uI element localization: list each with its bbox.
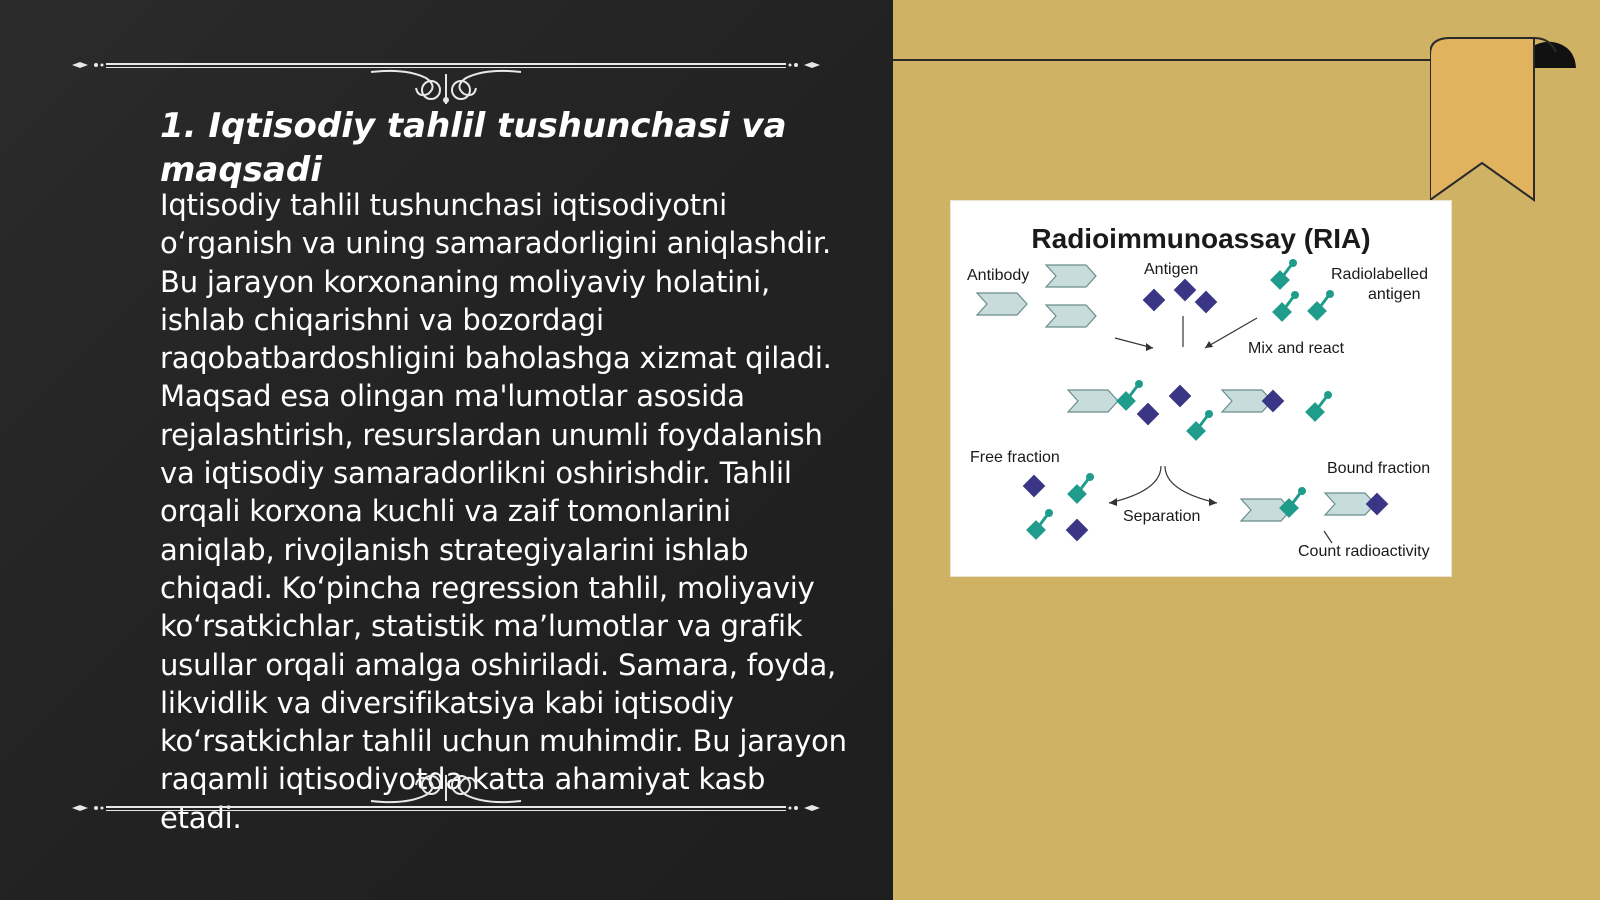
- radiolabelled-antigen-shape: [1272, 291, 1299, 322]
- label-antibody: Antibody: [967, 267, 1030, 284]
- label-radiolabelled: Radiolabelled: [1331, 266, 1428, 283]
- antigen-shape: [1366, 493, 1389, 516]
- ria-diagram-figure: [950, 200, 1452, 577]
- figure-title: Radioimmunoassay (RIA): [1031, 223, 1371, 254]
- antibody-shape: [1068, 390, 1118, 412]
- antigen-shape: [1195, 291, 1218, 314]
- slide-body-text: Iqtisodiy tahlil tushunchasi iqtisodiyotni o‘rganish va uning samaradorligini aniqlashdir. Bu jarayon korxonaning moliyaviy holatini, ishlab chiqarishni va bozordagi raqobatbardoshligini baholashga xizmat qiladi. Maqsad esa olingan ma'lumotlar asosida rejalashtirish, resurslardan unumli foydalanish va iqtisodiy samaradorlikni oshirishdir. Tahlil orqali korxona kuchli va zaif tomonlarini aniqlab, rivojlanish strategiyalarini ishlab chiqadi. Ko‘pincha regression tahlil, moliyaviy ko‘rsatkichlar, statistik ma’lumotlar va grafik usullar orqali amalga oshiriladi. Samara, foyda, likvidlik va diversifikatsiya kabi iqtisodiy ko‘rsatkichlar tahlil uchun muhimdir. Bu jarayon raqamli iqtisodiyotda katta ahamiyat kasb etadi.: [160, 188, 847, 835]
- antibody-shape: [1046, 305, 1096, 327]
- slide-title: 1. Iqtisodiy tahlil tushunchasi va maqsadi: [160, 106, 787, 190]
- antigen-shape: [1137, 403, 1160, 426]
- bottom-ornament-divider: [66, 775, 826, 835]
- radiolabelled-antigen-shape: [1116, 380, 1143, 411]
- antigen-shape: [1169, 385, 1192, 408]
- label-bound-fraction: Bound fraction: [1327, 460, 1431, 477]
- label-free-fraction: Free fraction: [970, 449, 1060, 466]
- antibody-shape: [1046, 265, 1096, 287]
- radiolabelled-antigen-shape: [1307, 290, 1334, 321]
- label-count-radioactivity: Count radioactivity: [1298, 543, 1430, 560]
- antigen-shape: [1174, 279, 1197, 302]
- label-separation: Separation: [1123, 508, 1201, 525]
- radiolabelled-antigen-shape: [1270, 259, 1297, 290]
- ribbon-bookmark-icon: [1430, 30, 1600, 205]
- label-radiolabelled-antigen: antigen: [1368, 286, 1421, 303]
- antibody-shape: [977, 293, 1027, 315]
- header-rule-line: [893, 59, 1453, 61]
- antigen-shape: [1023, 475, 1046, 498]
- radiolabelled-antigen-shape: [1186, 410, 1213, 441]
- ria-diagram-svg: [951, 201, 1451, 576]
- radiolabelled-antigen-shape: [1067, 473, 1094, 504]
- antigen-shape: [1143, 289, 1166, 312]
- radiolabelled-antigen-shape: [1305, 391, 1332, 422]
- label-antigen: Antigen: [1144, 261, 1199, 278]
- top-ornament-divider: [66, 44, 826, 104]
- antigen-shape: [1066, 519, 1089, 542]
- radiolabelled-antigen-shape: [1026, 509, 1053, 540]
- label-mix-and-react: Mix and react: [1248, 340, 1345, 357]
